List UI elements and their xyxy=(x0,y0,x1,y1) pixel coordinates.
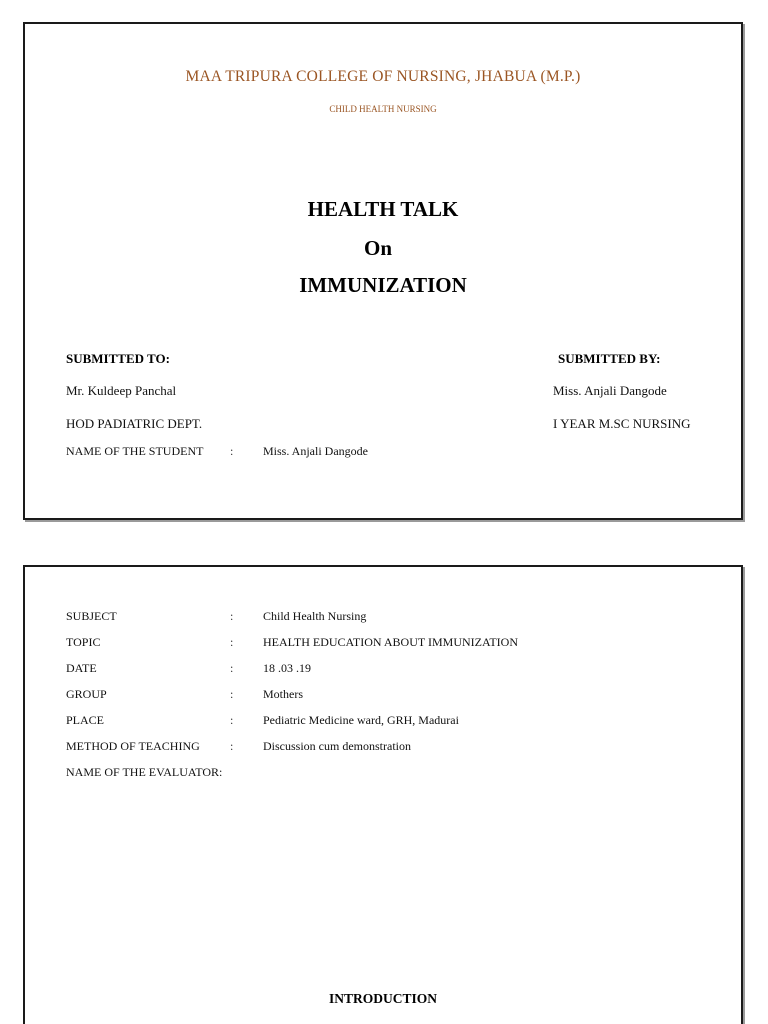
detail-value-date: 18 .03 .19 xyxy=(263,661,311,675)
title-line-3: IMMUNIZATION xyxy=(299,273,467,297)
detail-value-topic: HEALTH EDUCATION ABOUT IMMUNIZATION xyxy=(263,635,518,649)
submitted-to-designation: HOD PADIATRIC DEPT. xyxy=(66,416,203,431)
college-name: MAA TRIPURA COLLEGE OF NURSING, JHABUA (M.P.) xyxy=(185,68,581,85)
details-page xyxy=(23,565,743,1024)
submitted-by-name: Miss. Anjali Dangode xyxy=(553,383,667,398)
detail-colon: : xyxy=(230,661,234,675)
detail-label-topic: TOPIC xyxy=(66,635,101,649)
detail-value-group: Mothers xyxy=(263,687,303,701)
detail-colon: : xyxy=(230,713,234,727)
submitted-to-name: Mr. Kuldeep Panchal xyxy=(66,383,177,398)
student-name-colon: : xyxy=(230,444,234,458)
detail-value-subject: Child Health Nursing xyxy=(263,609,367,623)
detail-label-group: GROUP xyxy=(66,687,107,701)
introduction-heading: INTRODUCTION xyxy=(328,991,437,1006)
detail-colon: : xyxy=(230,609,234,623)
detail-value-method: Discussion cum demonstration xyxy=(263,739,411,753)
submitted-by-designation: I YEAR M.SC NURSING xyxy=(553,416,691,431)
submitted-to-label: SUBMITTED TO: xyxy=(66,351,170,366)
detail-label-date: DATE xyxy=(66,661,97,675)
submitted-by-label: SUBMITTED BY: xyxy=(558,351,661,366)
detail-colon: : xyxy=(230,687,234,701)
department-name: CHILD HEALTH NURSING xyxy=(329,104,437,114)
student-name-label: NAME OF THE STUDENT xyxy=(66,444,204,458)
title-line-2: On xyxy=(363,236,392,260)
title-line-1: HEALTH TALK xyxy=(307,197,459,221)
detail-value-place: Pediatric Medicine ward, GRH, Madurai xyxy=(263,713,459,727)
detail-label-subject: SUBJECT xyxy=(66,609,117,623)
cover-page xyxy=(23,22,743,520)
student-name-value: Miss. Anjali Dangode xyxy=(263,444,368,458)
detail-label-place: PLACE xyxy=(66,713,105,727)
evaluator-label: NAME OF THE EVALUATOR: xyxy=(66,765,223,779)
detail-label-method: METHOD OF TEACHING xyxy=(66,739,200,753)
detail-colon: : xyxy=(230,739,234,753)
detail-colon: : xyxy=(230,635,234,649)
